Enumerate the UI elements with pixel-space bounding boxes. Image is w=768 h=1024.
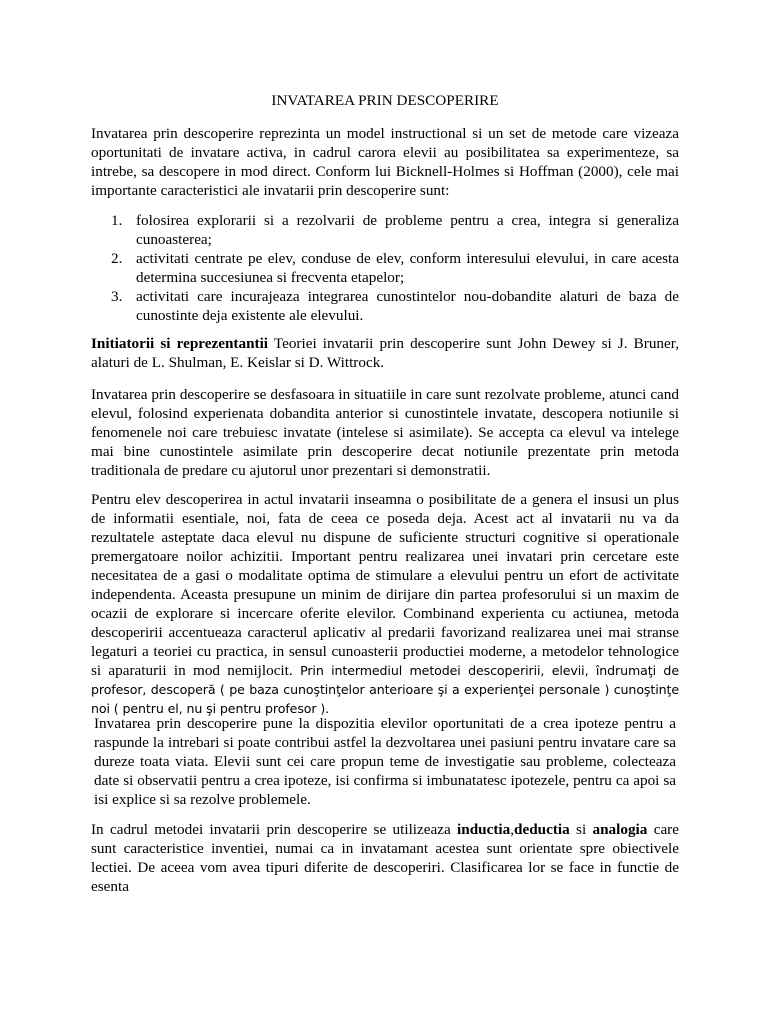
initiators-paragraph xyxy=(91,334,679,372)
list-item-number: 1. xyxy=(111,212,123,229)
discovery-text: Pentru elev descoperirea in actul invatarii inseamna o posibilitate de a genera el insusi un plus de informatii esentiale, noi, fata de ceea ce poseda deja. Acest act al invatarii nu va da rezultatele asteptate daca elevul nu dispune de suficiente structuri cognitive si operationale premergatoare noilor achizitii. Important pentru realizarea unei invatari prin cercetare este necesitatea de a gasi o modalitate optima de stimulare a elevului pentru un efort de activitate independenta. Aceasta presupune un minim de dirijare din partea profesorului si un maxim de ocazii de explorare si incercare oferite elevilor. Combinand experienta cu actiunea, metoda descoperirii accentueaza caracterul aplicativ al predarii favorizand realizarea unei mai stranse legaturi a teoriei cu practica, in sensul cunoasterii productiei moderne, a metodelor tehnologice si aparaturii in mod nemijlocit. xyxy=(91,491,679,679)
methods-text-end: care sunt caracteristice inventiei, numai ca in invatamant acestea sunt orientate spre obiectivele lectiei. De aceea vom avea tipuri diferite de descoperiri. Clasificarea lor se face in functie de esenta xyxy=(91,821,679,895)
intro-paragraph: Invatarea prin descoperire reprezinta un model instructional si un set de metode care vizeaza oportunitati de invatare activa, in cadrul carora elevii au posibilitatea sa experimenteze, sa intrebe, sa descopere in mod direct. Conform lui Bicknell-Holmes si Hoffman (2000), cele mai importante caracteristici ale invatarii prin descoperire sunt: xyxy=(91,125,679,199)
list-item xyxy=(91,249,679,287)
discovery-text-sans: Prin intermediul metodei descoperirii, elevii, îndrumaţi de profesor, descoperă ( pe baza cunoştinţelor anterioare şi a experienţei personale ) cunoştinţe noi ( pentru el, nu şi pentru profesor ). xyxy=(91,663,679,716)
term-deductia: deductia xyxy=(514,821,570,838)
methods-and: si xyxy=(569,821,593,838)
discovery-paragraph xyxy=(91,490,679,718)
document-title: INVATAREA PRIN DESCOPERIRE xyxy=(271,92,499,109)
methods-comma: , xyxy=(510,821,515,838)
initiators-heading: Initiatorii si reprezentantii xyxy=(91,335,269,352)
situations-paragraph: Invatarea prin descoperire se desfasoara in situatiile in care sunt rezolvate probleme, atunci cand elevul, folosind experienata dobandita anterior si cunostintele invatate, descopera notiunile si fenomenele noi care trebuiesc invatate (intelese si asimilate). Se accepta ca elevul va intelege mai bine cunostintele asimilate prin descoperire decat notiunile prezentate prin metoda traditionala de predare cu ajutorul unor prezentari si demonstratii. xyxy=(91,386,679,479)
term-inductia: inductia xyxy=(457,821,511,838)
list-item-number: 2. xyxy=(111,250,123,267)
list-item xyxy=(91,287,679,325)
list-item-text: folosirea explorarii si a rezolvarii de probleme pentru a crea, integra si generaliza cunoasterea; xyxy=(136,212,679,248)
characteristics-list xyxy=(91,211,679,325)
list-item xyxy=(91,211,679,249)
list-item-number: 3. xyxy=(111,288,123,305)
opportunities-paragraph: Invatarea prin descoperire pune la dispozitia elevilor oportunitati de a crea ipoteze pentru a raspunde la intrebari si poate contribui astfel la dezvoltarea unei pasiuni pentru invatare care sa dureze toata viata. Elevii sunt cei care propun teme de investigatie sau probleme, colecteaza date si observatii pentru a crea ipoteze, isi confirma si imbunatatesc ipotezele, pentru ca apoi sa isi explice si sa rezolve problemele. xyxy=(94,715,676,808)
list-item-text: activitati care incurajeaza integrarea cunostintelor nou-dobandite alaturi de baza de cunostinte deja existente ale elevului. xyxy=(136,288,679,324)
initiators-text: Teoriei invatarii prin descoperire sunt John Dewey si J. Bruner, alaturi de L. Shulman, E. Keislar si D. Wittrock. xyxy=(91,335,679,371)
methods-paragraph xyxy=(91,820,679,896)
term-analogia: analogia xyxy=(592,821,648,838)
list-item-text: activitati centrate pe elev, conduse de elev, conform interesului elevului, in care acesta determina succesiunea si frecventa etapelor; xyxy=(136,250,679,286)
methods-text: In cadrul metodei invatarii prin descoperire se utilizeaza xyxy=(91,821,458,838)
